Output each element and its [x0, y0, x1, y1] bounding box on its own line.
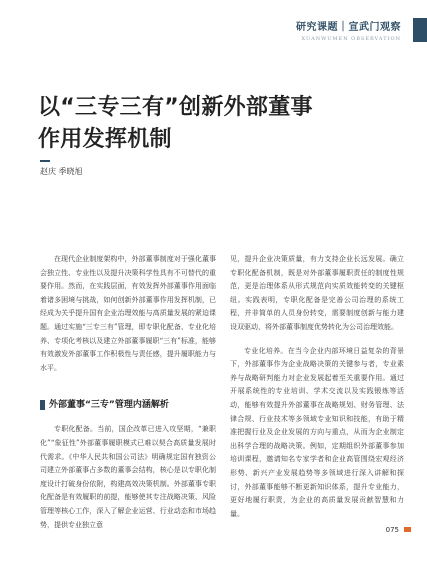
title-divider [40, 160, 50, 162]
article-title [38, 92, 398, 156]
page-number: 075 [385, 526, 399, 534]
page-number-accent [404, 527, 411, 532]
column-label-en: XUANWUMEN OBSERVATION [301, 36, 401, 42]
paragraph-full-time: 专职化配备。当前，国企改革已进入攻坚期，“兼职化”“象征性”外部董事履职模式已难以契合高质量发展时代需求。《中华人民共和国公司法》明确规定国有独资公司建立外部董事占多数的董事会结构，核心是以专职化制度设计打破身份依附，构建高效决策机制。外部董事专职化配备是有效履职的前提，能够使其专注战略决策、风险管理等核心工作，深入了解企业运营、行业动态和市场趋势，提供专业独立意 [40, 425, 216, 529]
paragraph-full-time-continued: 见，提升企业决策质量，有力支持企业长远发展。确立专职化配备机制，既是对外部董事履职责任的制度性规范，更是治理体系从形式规范向实质效能转变的关键枢纽。实践表明，专职化配备是完善公司治理的系统工程，并非简单的人员身份转变，需要制度创新与能力建设双驱动，将外部董事制度优势转化为公司治理效能。 [230, 255, 404, 331]
article-authors: 赵庆 季晓旭 [40, 167, 83, 176]
section-heading-text: 外部董事“三专”管理内涵解析 [49, 400, 169, 411]
paragraph-professional-training: 专业化培养。在当今企业内部环境日益复杂的背景下，外部董事作为企业战略决策的关键参与者，专业素养与战略研判能力对企业发展起着至关重要作用。通过开展系统性的专业培训、学术交流以及实践锻炼等活动，能够有效提升外部董事在战略规划、财务管理、法律合规、行业技术等多领域专业知识和技能，有助于精准把握行业及企业发展的方向与重点，从而为企业制定出科学合理的战略决策。例如，定期组织外部董事参加培训课程，邀请知名专家学者和企业高管围绕宏观经济形势、新兴产业发展趋势等多领域进行深入讲解和探讨，外部董事能够不断更新知识体系，提升专业能力，更好地履行职责，为企业的高质量发展贡献智慧和力量。 [230, 346, 404, 518]
body-column-left [40, 253, 216, 532]
page-header [0, 0, 427, 50]
title-line-1: 以“三专三有”创新外部董事 [38, 95, 313, 120]
body-column-right [230, 253, 404, 521]
section-marker [40, 400, 45, 410]
header-accent-bar [413, 18, 427, 42]
header-column [296, 18, 401, 42]
section-heading [40, 397, 216, 413]
intro-paragraph: 在现代企业制度架构中，外部董事制度对于强化董事会独立性、专业性以及提升决策科学性具有不可替代的重要作用。然而，在实践层面，有效发挥外部董事作用面临着诸多困境与挑战，如何创新外部董事作用发挥机制，已经成为关乎提升国有企业治理效能与高质量发展的紧迫课题。通过实施“三专三有”管理，即专职化配备、专业化培养、专项化考核以及建立外部董事履职“三有”标准，能够有效激发外部董事工作积极性与责任感，提升履职能力与水平。 [40, 255, 216, 372]
column-label: 研究课题｜宣武门观察 [296, 22, 401, 33]
title-line-2: 作用发挥机制 [38, 127, 172, 152]
